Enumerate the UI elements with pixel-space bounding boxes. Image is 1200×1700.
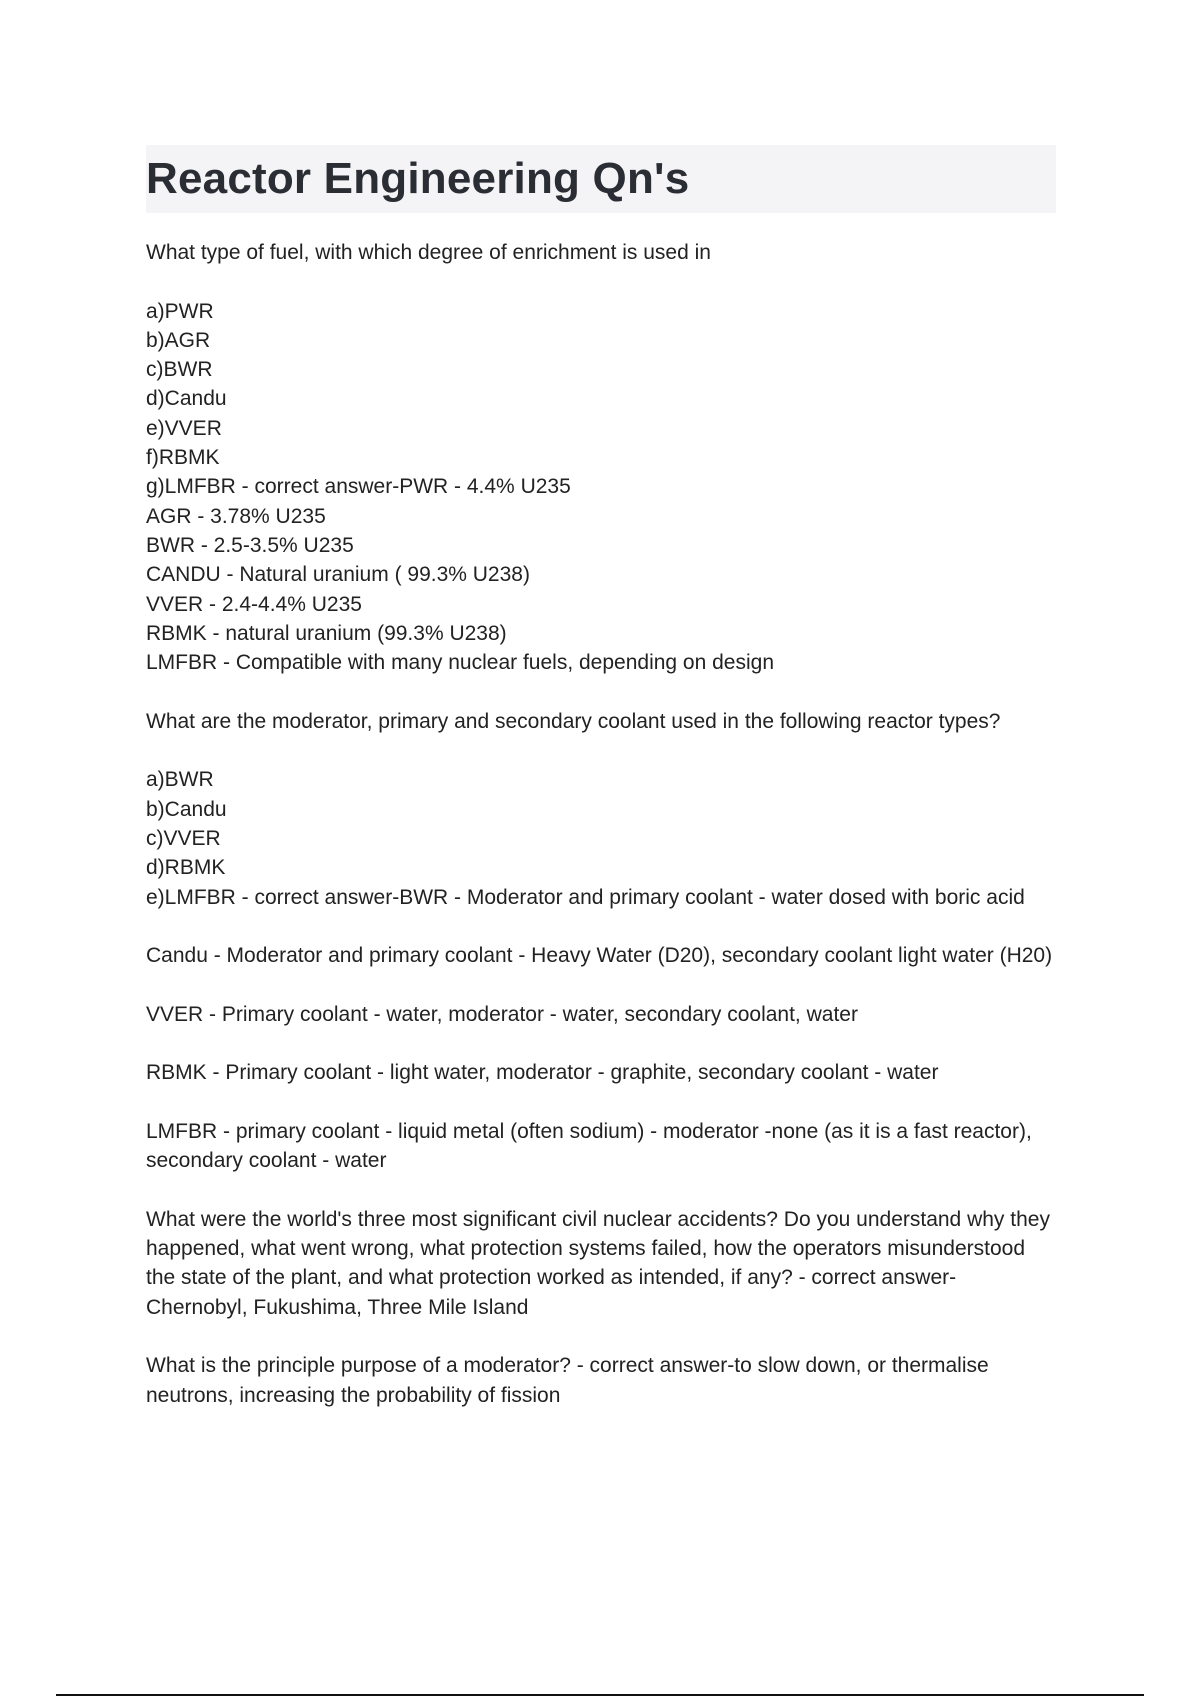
question-text: What is the principle purpose of a moderator? - correct answer-to slow down, or thermalise neutrons, increasing the probability of fission xyxy=(146,1354,989,1407)
question-4 xyxy=(146,1351,1056,1410)
answer-line: LMFBR - primary coolant - liquid metal (often sodium) - moderator -none (as it is a fast reactor), secondary coolant - water xyxy=(146,1119,1032,1173)
question-2-options xyxy=(146,765,1056,911)
answer-line: LMFBR - Compatible with many nuclear fuels, depending on design xyxy=(146,651,775,675)
option-item: e)VVER xyxy=(146,416,222,440)
option-item: b)AGR xyxy=(146,328,211,352)
option-item: c)VVER xyxy=(146,826,221,850)
question-text: What type of fuel, with which degree of enrichment is used in xyxy=(146,241,711,264)
option-item: f)RBMK xyxy=(146,446,220,470)
answer-line: BWR - 2.5-3.5% U235 xyxy=(146,533,354,557)
question-2 xyxy=(146,707,1056,736)
document-body xyxy=(146,238,1056,1439)
option-item: b)Candu xyxy=(146,797,227,821)
question-3 xyxy=(146,1205,1056,1322)
question-text: What are the moderator, primary and secondary coolant used in the following reactor types? xyxy=(146,709,1001,733)
answer-paragraph xyxy=(146,1117,1056,1176)
option-item: e)LMFBR - correct answer-BWR - Moderator and primary coolant - water dosed with boric acid xyxy=(146,885,1025,909)
option-item: d)Candu xyxy=(146,387,227,411)
option-item: d)RBMK xyxy=(146,856,226,880)
answer-line: VVER - 2.4-4.4% U235 xyxy=(146,592,362,616)
answer-line: Candu - Moderator and primary coolant - Heavy Water (D20), secondary coolant light water (H20) xyxy=(146,944,1053,968)
option-item: g)LMFBR - correct answer-PWR - 4.4% U235 xyxy=(146,475,571,499)
answer-line: RBMK - natural uranium (99.3% U238) xyxy=(146,621,507,645)
footer-divider xyxy=(56,1694,1144,1696)
answer-paragraph xyxy=(146,1058,1056,1087)
option-item: a)BWR xyxy=(146,768,214,792)
question-text: What were the world's three most significant civil nuclear accidents? Do you understand why they happened, what went wrong, what protection systems failed, how the operators misunderstood the state of the plant, and what protection worked as intended, if any? - correct answer-Chernobyl, Fukushima, Three Mile Island xyxy=(146,1207,1050,1319)
answer-line: AGR - 3.78% U235 xyxy=(146,504,326,528)
option-item: a)PWR xyxy=(146,299,214,323)
question-1-options xyxy=(146,297,1056,678)
answer-line: RBMK - Primary coolant - light water, moderator - graphite, secondary coolant - water xyxy=(146,1061,939,1085)
question-1 xyxy=(146,238,1056,267)
answer-line: VVER - Primary coolant - water, moderator - water, secondary coolant, water xyxy=(146,1002,858,1026)
answer-paragraph xyxy=(146,941,1056,970)
option-item: c)BWR xyxy=(146,358,213,382)
document-title: Reactor Engineering Qn's xyxy=(146,154,690,203)
answer-paragraph xyxy=(146,1000,1056,1029)
answer-line: CANDU - Natural uranium ( 99.3% U238) xyxy=(146,563,530,587)
